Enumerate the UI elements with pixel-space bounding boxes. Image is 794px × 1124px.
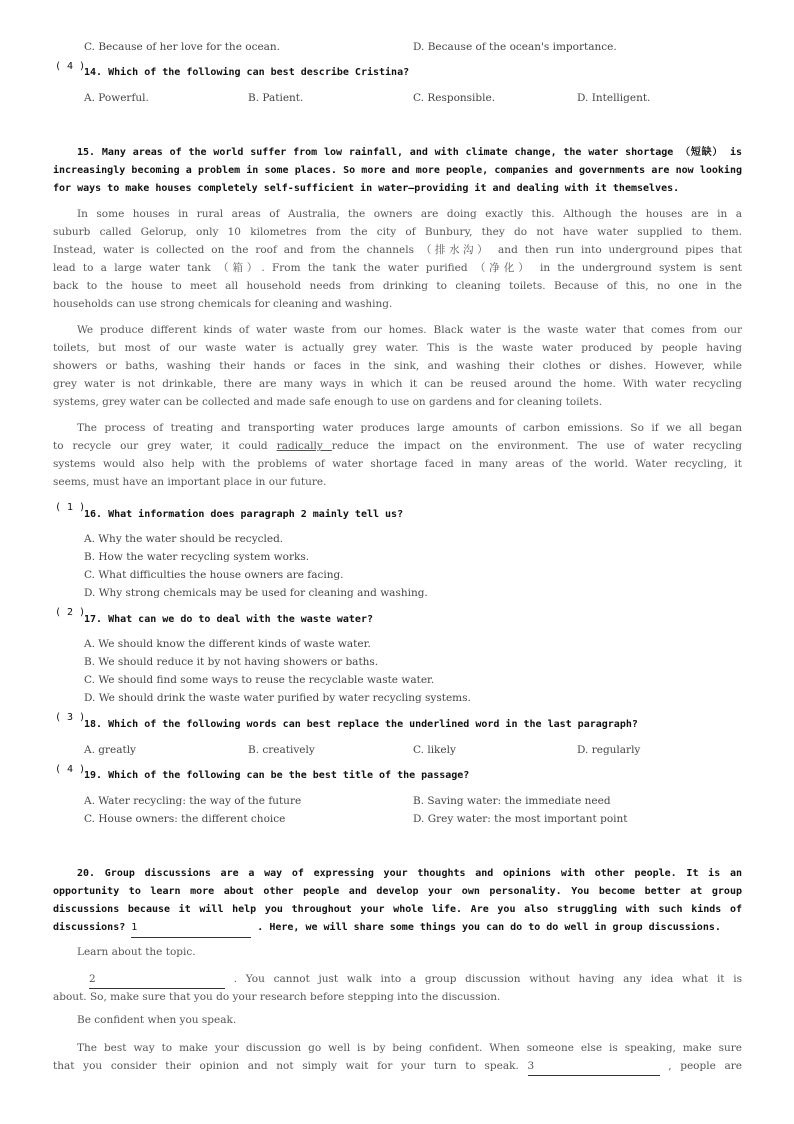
q19-stem: 19. Which of the following can be the best title of the passage?	[84, 770, 470, 781]
passage20-tip2-line2-pre: that you consider their opinion and not simply wait for your turn to speak.	[53, 1060, 528, 1072]
passage15-p3-line4: seems, must have an important place in our future.	[53, 476, 327, 488]
passage15-p1-line1: In some houses in rural areas of Australia, the owners are doing exactly this. Although the houses are in a	[77, 208, 742, 220]
q18-option-b[interactable]: B. creatively	[248, 744, 315, 756]
underlined-word: radically	[276, 440, 332, 452]
q14-option-a[interactable]: A. Powerful.	[84, 92, 149, 104]
q18-option-a[interactable]: A. greatly	[84, 744, 136, 756]
passage15-p1-line2: suburb called Gelorup, only 10 kilometres from the city of Bunbury, they do not have water supplied to them.	[53, 226, 742, 238]
passage15-p2-line3: showers or baths, washing their hands or faces in the sink, and washing their clothes or dishes. However, while	[53, 360, 742, 372]
q14-option-b[interactable]: B. Patient.	[248, 92, 304, 104]
q16-option-d[interactable]: D. Why strong chemicals may be used for cleaning and washing.	[84, 587, 428, 599]
q19-option-c[interactable]: C. House owners: the different choice	[84, 813, 286, 825]
passage15-p2-line4: grey water is not drinkable, there are many ways in which it can be reused around the home. With water recycling	[53, 378, 742, 390]
q16-option-b[interactable]: B. How the water recycling system works.	[84, 551, 310, 563]
q16-stem: 16. What information does paragraph 2 mainly tell us?	[84, 509, 404, 520]
passage15-p1-line6: households can use strong chemicals for cleaning and washing.	[53, 298, 393, 310]
q13-option-c[interactable]: C. Because of her love for the ocean.	[84, 41, 281, 53]
q17-stem: 17. What can we do to deal with the waste water?	[84, 614, 373, 625]
passage20-tip2-line2-post: , people are	[659, 1060, 742, 1072]
passage20-intro-line1: 20. Group discussions are a way of expressing your thoughts and opinions with other people. It is an	[77, 868, 742, 879]
q19-answer-number: ( 4 )	[55, 764, 86, 775]
tip-heading-1: Learn about the topic.	[77, 946, 196, 958]
q16-option-c[interactable]: C. What difficulties the house owners are facing.	[84, 569, 344, 581]
passage15-intro-line2: increasingly becoming a problem in some places. So more and more people, companies and governments are now looking	[53, 165, 742, 176]
passage20-tip1-line1	[53, 970, 742, 989]
passage15-p3-line2-pre: to recycle our grey water, it could	[53, 440, 277, 452]
q18-option-d[interactable]: D. regularly	[577, 744, 641, 756]
q18-answer-number: ( 3 )	[55, 712, 86, 723]
tip-heading-2: Be confident when you speak.	[77, 1014, 237, 1026]
q17-option-a[interactable]: A. We should know the different kinds of waste water.	[84, 638, 371, 650]
q18-stem: 18. Which of the following words can best replace the underlined word in the last paragraph?	[84, 719, 638, 730]
passage20-intro-line2: opportunity to learn more about other people and develop your own personality. You become better at group	[53, 886, 742, 897]
blank-1[interactable]: 1	[131, 919, 251, 938]
passage15-p1-line5: back to the house to meet all household needs from drinking to cleaning toilets. Because of this, no one in the	[53, 280, 742, 292]
q18-option-c[interactable]: C. likely	[413, 744, 456, 756]
q14-stem: 14. Which of the following can best describe Cristina?	[84, 67, 410, 78]
q19-option-d[interactable]: D. Grey water: the most important point	[413, 813, 628, 825]
passage15-p1-line3: Instead, water is collected on the roof and from the channels （排水沟） and then run into underground pipes that	[53, 244, 742, 256]
passage20-tip1-line1-post: . You cannot just walk into a group discussion without having any idea what it is	[225, 973, 742, 985]
passage20-intro-line3: discussions because it will help you throughout your whole life. Are you also struggling with such kinds of	[53, 904, 742, 915]
passage20-tip2-line1: The best way to make your discussion go well is by being confident. When someone else is speaking, make sure	[77, 1042, 742, 1054]
passage15-intro-line1: 15. Many areas of the world suffer from low rainfall, and with climate change, the water shortage （短缺） is	[77, 147, 742, 158]
passage20-intro-line4	[53, 919, 742, 938]
q14-option-c[interactable]: C. Responsible.	[413, 92, 496, 104]
passage15-p3-line1: The process of treating and transporting water produces large amounts of carbon emissions. So if we all began	[77, 422, 742, 434]
passage15-p3-line3: systems would also help with the problems of water shortage faced in many areas of the world. Water recycling, it	[53, 458, 742, 470]
passage20-tip2-line2	[53, 1057, 742, 1076]
passage15-intro-line3: for ways to make houses completely self-sufficient in water—providing it and dealing with it themselves.	[53, 183, 680, 194]
q14-answer-number: ( 4 )	[55, 61, 86, 72]
passage15-p1-line4: lead to a large water tank （箱）. From the tank the water purified （净化） in the underground system is sent	[53, 262, 742, 274]
passage15-p3-line2-post: reduce the impact on the environment. The use of water recycling	[331, 440, 742, 452]
q16-option-a[interactable]: A. Why the water should be recycled.	[84, 533, 284, 545]
blank-2[interactable]: 2	[89, 970, 225, 989]
passage20-intro-line4-post: . Here, we will share some things you can do to do well in group discussions.	[251, 922, 721, 933]
passage20-tip1-line2: about. So, make sure that you do your research before stepping into the discussion.	[53, 991, 501, 1003]
q17-option-d[interactable]: D. We should drink the waste water purified by water recycling systems.	[84, 692, 471, 704]
q17-option-b[interactable]: B. We should reduce it by not having showers or baths.	[84, 656, 379, 668]
q16-answer-number: ( 1 )	[55, 502, 86, 513]
q17-option-c[interactable]: C. We should find some ways to reuse the recyclable waste water.	[84, 674, 435, 686]
q13-option-d[interactable]: D. Because of the ocean's importance.	[413, 41, 617, 53]
blank-3[interactable]: 3	[528, 1057, 660, 1076]
q14-option-d[interactable]: D. Intelligent.	[577, 92, 651, 104]
q19-option-b[interactable]: B. Saving water: the immediate need	[413, 795, 611, 807]
passage20-intro-line4-pre: discussions?	[53, 922, 132, 933]
passage15-p2-line1: We produce different kinds of water waste from our homes. Black water is the waste water that comes from our	[77, 324, 742, 336]
q19-option-a[interactable]: A. Water recycling: the way of the future	[84, 795, 302, 807]
q17-answer-number: ( 2 )	[55, 607, 86, 618]
passage15-p2-line5: systems, grey water can be collected and made safe enough to use on gardens and for cleaning toilets.	[53, 396, 603, 408]
passage15-p3-line2	[53, 437, 742, 455]
passage15-p2-line2: toilets, but most of our waste water is actually grey water. This is the waste water produced by people having	[53, 342, 742, 354]
